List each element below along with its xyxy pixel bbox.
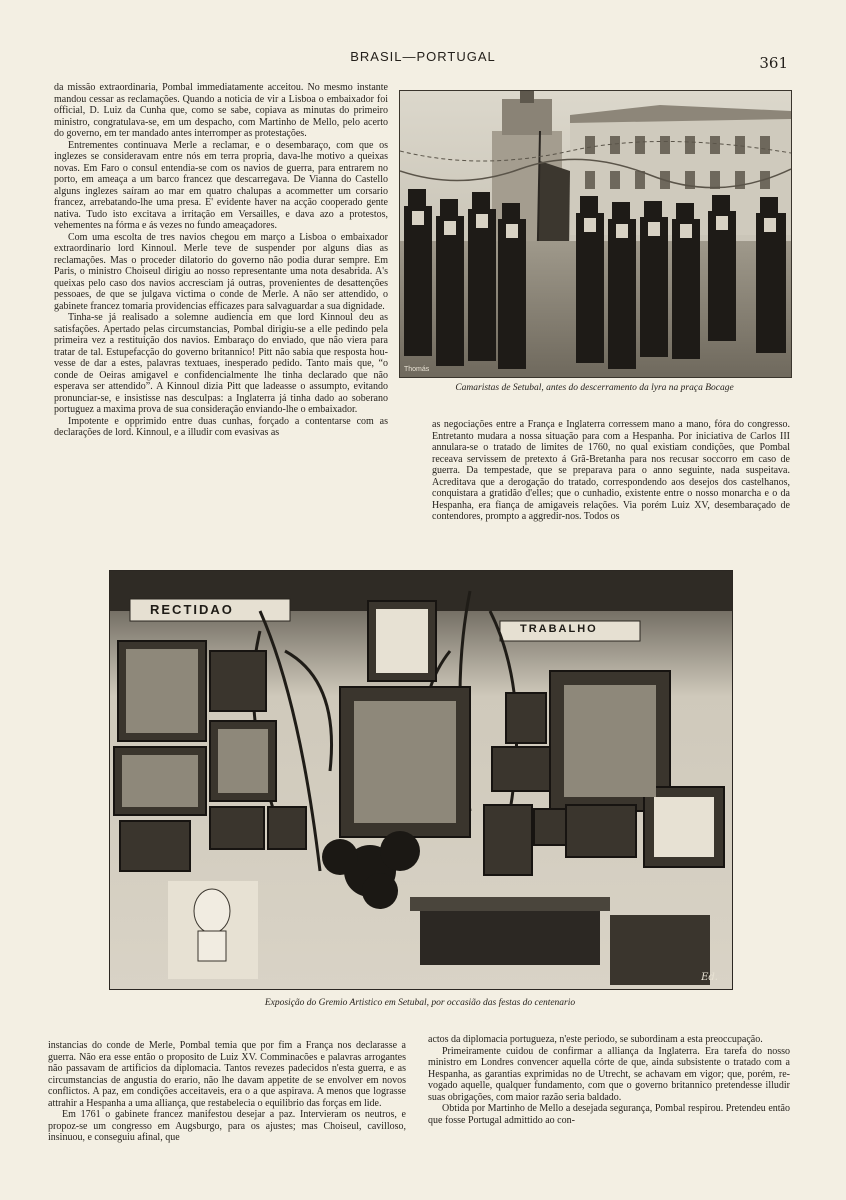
running-title: BRASIL—PORTUGAL xyxy=(350,49,496,64)
paragraph: Obtida por Martinho de Mello a desejada segurança, Pombal respirou. Pretendeu então que fosse Portugal admittido ao con- xyxy=(428,1103,790,1126)
photo-caption-bottom: Exposição do Gremio Artistico em Setubal, por occasião das festas do centenario xyxy=(264,998,576,1008)
photo-camaristas xyxy=(399,90,792,378)
page-number: 361 xyxy=(759,54,788,72)
sign-left: RECTIDAO xyxy=(150,602,234,617)
paragraph: Impotente e opprimido entre duas cunhas, forçado a contentarse com as declarações de lord. Kinnoul, e a illudir com evasivas as xyxy=(54,415,388,438)
photo-exposicao xyxy=(109,570,733,990)
paragraph: Entrementes continuava Merle a reclamar, e o desembaraço, com que os inglezes se consideravam entre nós em terra propria, dava-lhe motivo a queixas novas. Em Faro o consul entendia-se com os navios de guerra, para entrarem no porto, em ameaça a um barco francez que descarregava. De Vianna do Castello alguns inglezes saíram ao mar em quatro chalupas a acommetter um corsario francez, arrebatando-lhe uma presa. E' evidente haver na acção cooperado gente nativa. Tudo isto excitava a irritação em Versailles, e dava azo a protestos, vehementes na fórma e ás vezes no fundo ameaçadores. xyxy=(54,139,388,231)
paragraph: actos da diplomacia portugueza, n'este periodo, se subordinam a esta preoccupação. xyxy=(428,1034,763,1045)
text-column-left-bottom xyxy=(48,1040,406,1170)
paragraph: as negociações entre a França e Inglaterra corressem mano a mano, fóra do congresso. Entretanto mudara a nossa situação para com a Hespanha. Por iniciativa de Carlos III annulara-se o tratado de limites de 1760, no qual existiam condições, que Pombal receava servissem de pretexto á Grã-Bretanha para nos recusar soccorro em caso de guerra. Da tempestade, que se preparava para o anno seguinte, nada suspeitava. Acreditava que a derogação do tratado, correspondendo aos desejos dos castelhanos, conquistara a gratidão d'elles; que o cunhadio, existente entre o nosso monarcha e o da Hespanha, era fiança de amigaveis relações. Via porém Luiz XV, desembaraçado de contendores, prompto a aggredir-nos. Todos os xyxy=(432,419,790,522)
text-column-left-top xyxy=(54,82,388,540)
paragraph: Tinha-se já realisado a solemne audiencia em que lord Kinnoul deu as satisfações. Apertado pelas circumstancias, Pombal dirigiu-se a elle pedindo pela primeira vez a restituição dos navios. Embaraço do enviado, que não viera para tratar de tal. Estupefacção do governo britannico! Pitt não sabia que resposta houvesse de dar a estes, palavras textuaes, inesperado pedido. Tanto mais que, “o conde de Oeiras amigavel e confidencialmente lhe tinha declarado que não esperava ser attendido”. A Kinnoul dizia Pitt que ladeasse o assumpto, evitando pronunciar-se, e insistisse nas desculpas: a Inglaterra já tinha dado ao soberano portuguez a maxima prova de sua consideração enviando-lhe o embaixador. xyxy=(54,312,388,415)
text-column-right-bottom xyxy=(428,1034,790,1174)
paragraph: Com uma escolta de tres navios chegou em março a Lisboa o embaixador extraordinario lord Kinnoul. Merle teve de suspender por alguns dias as reclamações. Mas o proceder dilatorio do governo não podia durar sempre. Em Paris, o ministro Choiseul dirigiu ao nosso representante uma nota desabrida. A's queixas pelo caso dos navios accresciam já outras, provenientes de desattenções pessoaes, de que se julgava victima o conde de Merle. A não ser attendido, o gabinete francez tomaria providencias efficazes para salvaguardar a sua dignidade. xyxy=(54,231,388,312)
paragraph: da missão extraordinaria, Pombal immediatamente acceitou. No mesmo instante mandou cessar as reclamações. Quando a noticia de vir a Lisboa o embaixador foi official, D. Luiz da Cunha que, como se sabe, copiava as minutas do primeiro ministro, congratulava-se, em um despacho, com Martinho de Mello, pelo acerto do governo, em ter mandado antes interromper as protestações. xyxy=(54,82,388,139)
photo-credit: Ed. xyxy=(701,972,718,983)
paragraph: Primeiramente cuidou de confirmar a alliança da Inglaterra. Era tarefa do nosso ministro em Londres convencer aquella córte de que, ainda subsistente o tratado com a Hespanha, as garantias exprimidas no de Utrecht, se achavam em vigor; que, porém, revogado aquelle, qualquer fundamento, com que o governo britannico pretendesse illudir suas obrigações, com maior razão seria baldado. xyxy=(428,1045,790,1103)
photo-caption-top: Camaristas de Setubal, antes do descerramento da lyra na praça Bocage xyxy=(455,383,734,393)
paragraph: Em 1761 o gabinete francez manifestou desejar a paz. Intervieram os neutros, e propoz-se um congresso em Augsburgo, para os ajustes; mas Choiseul, cavilloso, insinuou, e conseguiu afinal, que xyxy=(48,1109,406,1143)
paragraph: instancias do conde de Merle, Pombal temia que por fim a França nos declarasse a guerra. Não era esse então o proposito de Luiz XV. Comminacões e palavras arrogantes não passavam de artificios da diplomacia. Tantos revezes padecidos n'esta guerra, e as circumstancias de angustia do erario, não lhe davam appetite de se envolver em novos conflictos. A paz, em condições acceitaveis, era o a que aspirava. A menos que lograsse attrahir a Hespanha a uma alliança, que restabelecia o equilibrio das forças em lide. xyxy=(48,1040,406,1109)
sign-right: TRABALHO xyxy=(520,623,598,635)
photo-credit: Thomás xyxy=(404,366,430,373)
text-column-right-top xyxy=(432,419,790,541)
